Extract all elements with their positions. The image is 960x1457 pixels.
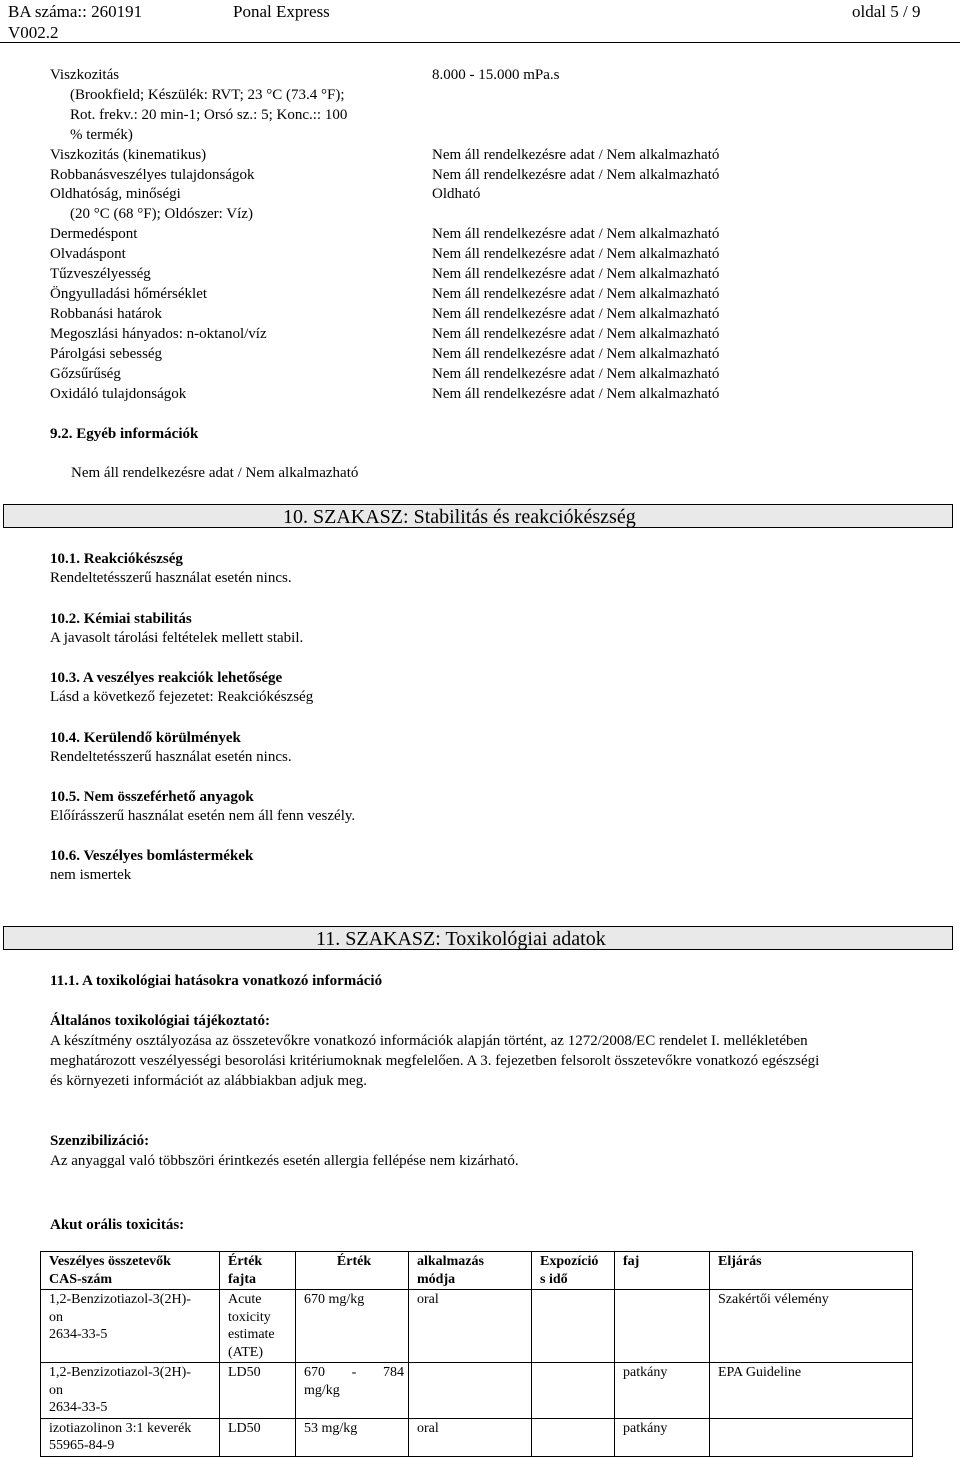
property-label: Oxidáló tulajdonságok bbox=[50, 385, 187, 402]
table-cell-species bbox=[615, 1290, 710, 1363]
section-10-3-text: Lásd a következő fejezetet: Reakciókészség bbox=[50, 689, 314, 705]
property-label: Olvadáspont bbox=[50, 246, 126, 263]
property-label: Párolgási sebesség bbox=[50, 345, 163, 362]
section-9-2-text: Nem áll rendelkezésre adat / Nem alkalmazható bbox=[71, 465, 359, 481]
section-10-1-text: Rendeltetésszerű használat esetén nincs. bbox=[50, 570, 292, 586]
property-value: Nem áll rendelkezésre adat / Nem alkalmazható bbox=[432, 285, 720, 302]
table-row bbox=[41, 1363, 913, 1419]
table-header-row bbox=[41, 1252, 913, 1290]
section-10-2-text: A javasolt tárolási feltételek mellett stabil. bbox=[50, 630, 304, 646]
acute-oral-toxicity-table bbox=[40, 1251, 913, 1457]
section-10-title: 10. SZAKASZ: Stabilitás és reakciókészség bbox=[283, 506, 636, 528]
table-cell-value: 670 mg/kg bbox=[296, 1290, 409, 1363]
table-header-cell: Érték bbox=[296, 1252, 409, 1290]
table-row bbox=[41, 1290, 913, 1363]
property-label-detail: (Brookfield; Készülék: RVT; 23 °C (73.4 °F); bbox=[70, 86, 345, 103]
table-cell-exposure bbox=[532, 1290, 615, 1363]
general-tox-text bbox=[50, 1031, 950, 1091]
property-value: 8.000 - 15.000 mPa.s bbox=[432, 67, 560, 83]
table-cell-value: 670 - 784 mg/kg bbox=[296, 1363, 409, 1419]
property-value: Nem áll rendelkezésre adat / Nem alkalmazható bbox=[432, 385, 720, 402]
page-number: oldal 5 / 9 bbox=[852, 2, 921, 21]
property-value: Nem áll rendelkezésre adat / Nem alkalmazható bbox=[432, 166, 720, 183]
general-tox-line: és környezeti információt az alábbiakban adjuk meg. bbox=[50, 1073, 367, 1089]
table-cell-substance: 1,2-Benzizotiazol-3(2H)- on 2634-33-5 bbox=[41, 1363, 220, 1419]
table-cell-substance: izotiazolinon 3:1 keverék 55965-84-9 bbox=[41, 1418, 220, 1456]
document-version: V002.2 bbox=[8, 23, 59, 42]
sensitization-heading: Szenzibilizáció: bbox=[50, 1133, 150, 1149]
table-cell-substance: 1,2-Benzizotiazol-3(2H)- on 2634-33-5 bbox=[41, 1290, 220, 1363]
property-label: Robbanási határok bbox=[50, 305, 163, 322]
section-10-title-bar bbox=[3, 504, 953, 528]
section-10-3-heading: 10.3. A veszélyes reakciók lehetősége bbox=[50, 670, 283, 686]
general-tox-line: meghatározott veszélyességi besorolási kritériumoknak megfelelően. A 3. fejezetben felsorolt összetevőkre vonatkozó egészségi bbox=[50, 1053, 820, 1069]
section-10-1-heading: 10.1. Reakciókészség bbox=[50, 551, 183, 567]
section-10-5-heading: 10.5. Nem összeférhető anyagok bbox=[50, 789, 254, 805]
document-id: BA száma:: 260191 bbox=[8, 2, 143, 21]
section-9-2-heading: 9.2. Egyéb információk bbox=[50, 426, 199, 442]
property-label: Megoszlási hányados: n-oktanol/víz bbox=[50, 325, 267, 342]
header-rule bbox=[0, 42, 960, 43]
table-cell-route: oral bbox=[409, 1418, 532, 1456]
property-value: Nem áll rendelkezésre adat / Nem alkalmazható bbox=[432, 146, 720, 163]
table-header-cell: Eljárás bbox=[710, 1252, 913, 1290]
section-10-4-heading: 10.4. Kerülendő körülmények bbox=[50, 730, 241, 746]
table-header-cell: faj bbox=[615, 1252, 710, 1290]
property-value: Nem áll rendelkezésre adat / Nem alkalmazható bbox=[432, 246, 720, 263]
table-cell-type: LD50 bbox=[220, 1418, 296, 1456]
table-cell-value: 53 mg/kg bbox=[296, 1418, 409, 1456]
table-header-cell: alkalmazás módja bbox=[409, 1252, 532, 1290]
section-10-6-heading: 10.6. Veszélyes bomlástermékek bbox=[50, 848, 254, 864]
sensitization-text: Az anyaggal való többszöri érintkezés esetén allergia fellépése nem kizárható. bbox=[50, 1153, 519, 1169]
table-cell-method bbox=[710, 1418, 913, 1456]
property-label: Gőzsűrűség bbox=[50, 365, 121, 382]
property-label: Viszkozitás (kinematikus) bbox=[50, 146, 207, 163]
property-label: Viszkozitás bbox=[50, 67, 120, 83]
table-cell-species: patkány bbox=[615, 1363, 710, 1419]
table-cell-type: Acute toxicity estimate (ATE) bbox=[220, 1290, 296, 1363]
section-10-2-heading: 10.2. Kémiai stabilitás bbox=[50, 611, 192, 627]
property-values bbox=[432, 66, 719, 404]
table-cell-route bbox=[409, 1363, 532, 1419]
property-label: Robbanásveszélyes tulajdonságok bbox=[50, 166, 255, 183]
property-label: Tűzveszélyesség bbox=[50, 266, 151, 283]
property-label: Öngyulladási hőmérséklet bbox=[50, 285, 208, 302]
table-cell-method: Szakértői vélemény bbox=[710, 1290, 913, 1363]
property-value: Nem áll rendelkezésre adat / Nem alkalmazható bbox=[432, 345, 720, 362]
table-header-cell: Expozíció s idő bbox=[532, 1252, 615, 1290]
property-value: Nem áll rendelkezésre adat / Nem alkalmazható bbox=[432, 226, 720, 243]
property-label-detail: Rot. frekv.: 20 min-1; Orsó sz.: 5; Konc.:: 100 bbox=[70, 106, 348, 123]
table-cell-exposure bbox=[532, 1418, 615, 1456]
table-header-cell: Érték fajta bbox=[220, 1252, 296, 1290]
product-name: Ponal Express bbox=[233, 2, 330, 21]
section-10-4-text: Rendeltetésszerű használat esetén nincs. bbox=[50, 749, 292, 765]
table-cell-type: LD50 bbox=[220, 1363, 296, 1419]
section-11-title: 11. SZAKASZ: Toxikológiai adatok bbox=[316, 928, 606, 950]
section-10-6-text: nem ismertek bbox=[50, 867, 132, 883]
section-10-5-text: Előírásszerű használat esetén nem áll fenn veszély. bbox=[50, 808, 356, 824]
section-11-title-bar bbox=[3, 926, 953, 950]
table-cell-method: EPA Guideline bbox=[710, 1363, 913, 1419]
property-value: Nem áll rendelkezésre adat / Nem alkalmazható bbox=[432, 305, 720, 322]
property-value: Oldható bbox=[432, 186, 481, 203]
general-tox-heading: Általános toxikológiai tájékoztató: bbox=[50, 1013, 270, 1029]
property-labels bbox=[50, 66, 420, 404]
property-value: Nem áll rendelkezésre adat / Nem alkalmazható bbox=[432, 325, 720, 342]
table-header-cell: Veszélyes összetevők CAS-szám bbox=[41, 1252, 220, 1290]
table-cell-species: patkány bbox=[615, 1418, 710, 1456]
acute-oral-heading: Akut orális toxicitás: bbox=[50, 1217, 185, 1233]
property-value: Nem áll rendelkezésre adat / Nem alkalmazható bbox=[432, 266, 720, 283]
table-row bbox=[41, 1418, 913, 1456]
property-label: Dermedéspont bbox=[50, 226, 138, 243]
table-cell-route: oral bbox=[409, 1290, 532, 1363]
section-11-1-heading: 11.1. A toxikológiai hatásokra vonatkozó információ bbox=[50, 973, 383, 989]
table-cell-exposure bbox=[532, 1363, 615, 1419]
property-label-detail: (20 °C (68 °F); Oldószer: Víz) bbox=[70, 206, 253, 223]
general-tox-line: A készítmény osztályozása az összetevőkre vonatkozó információk alapján történt, az 1272/2008/EC rendelet I. mellékletében bbox=[50, 1033, 808, 1049]
property-value: Nem áll rendelkezésre adat / Nem alkalmazható bbox=[432, 365, 720, 382]
property-label-detail: % termék) bbox=[70, 126, 133, 143]
property-label: Oldhatóság, minőségi bbox=[50, 186, 181, 203]
